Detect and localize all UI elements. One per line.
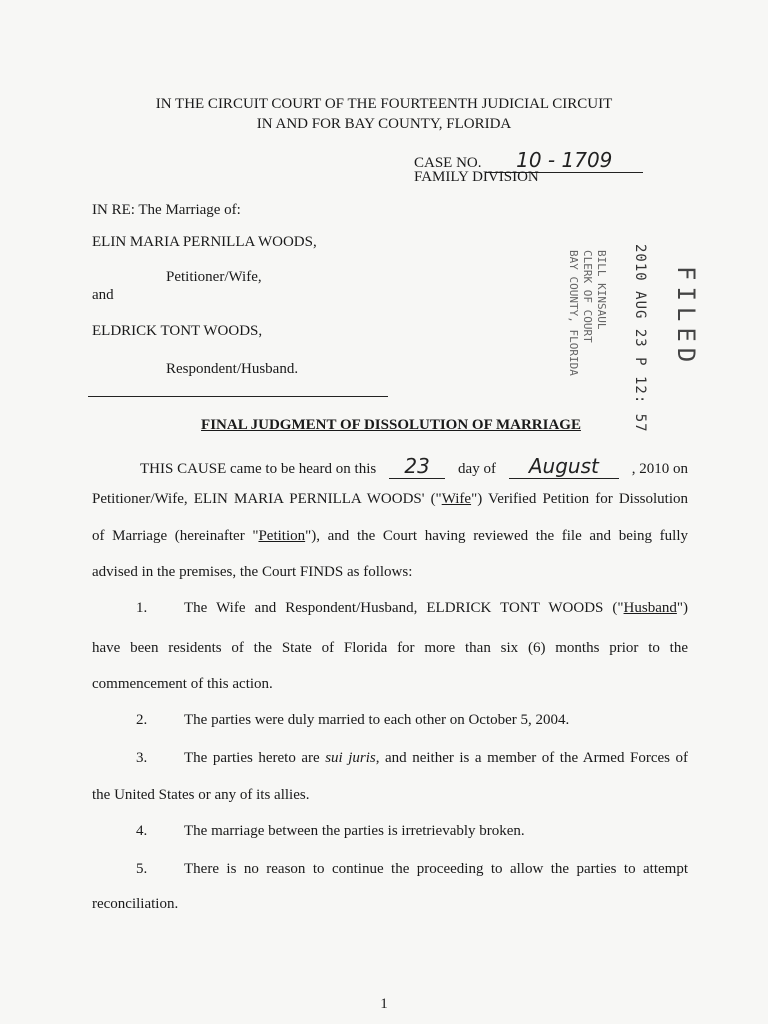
in-re-line: IN RE: The Marriage of: <box>92 202 241 218</box>
finding-1-text-b: ") <box>676 600 688 616</box>
petitioner-name: ELIN MARIA PERNILLA WOODS, <box>92 234 317 250</box>
case-number-label: CASE NO. <box>414 155 482 171</box>
intro-line2-text-a: Petitioner/Wife, ELIN MARIA PERNILLA WOODS' (" <box>92 491 442 507</box>
finding-3-text-b: , and neither is a member of the Armed Forces of <box>375 750 689 766</box>
clerk-stamp-line3: BAY COUNTY, FLORIDA <box>567 250 580 376</box>
intro-line1 <box>140 454 688 479</box>
and-word: and <box>92 287 114 303</box>
finding-4-number: 4. <box>136 823 148 839</box>
finding-4-text: The marriage between the parties is irretrievably broken. <box>184 823 525 839</box>
finding-2-text: The parties were duly married to each other on October 5, 2004. <box>184 712 570 728</box>
finding-1-text-a: The Wife and Respondent/Husband, ELDRICK TONT WOODS (" <box>184 600 624 616</box>
clerk-stamp-line1: BILL KINSAUL <box>595 250 608 330</box>
wife-defined-term: Wife <box>441 491 472 507</box>
intro-text-part2: day of <box>458 461 496 477</box>
finding-1-line3: commencement of this action. <box>92 676 273 692</box>
finding-3-line1 <box>184 750 688 767</box>
caption-divider <box>88 396 388 397</box>
intro-line2-text-b: ") Verified Petition for Dissolution <box>471 491 688 507</box>
division-label: FAMILY DIVISION <box>414 169 539 185</box>
intro-line3-text-b: "), and the Court having reviewed the file and being fully <box>305 528 688 544</box>
finding-3-line2: the United States or any of its allies. <box>92 787 310 803</box>
finding-3-text-a: The parties hereto are <box>184 750 326 766</box>
finding-1-line2: have been residents of the State of Florida for more than six (6) months prior to the <box>92 640 688 656</box>
respondent-name: ELDRICK TONT WOODS, <box>92 323 263 339</box>
filed-date-stamp: 2010 AUG 23 P 12: 57 <box>632 244 648 433</box>
finding-1-number: 1. <box>136 600 148 616</box>
intro-line3-text-a: of Marriage (hereinafter " <box>92 528 259 544</box>
petitioner-role: Petitioner/Wife, <box>166 269 262 285</box>
case-number-value: 10 - 1709 <box>485 148 643 173</box>
petition-defined-term: Petition <box>258 528 306 544</box>
intro-text-part1: THIS CAUSE came to be heard on this <box>140 461 377 477</box>
finding-5-number: 5. <box>136 861 148 877</box>
respondent-role: Respondent/Husband. <box>166 361 299 377</box>
filed-stamp: FILED <box>672 266 700 369</box>
court-heading-line1: IN THE CIRCUIT COURT OF THE FOURTEENTH JUDICIAL CIRCUIT <box>155 96 613 112</box>
clerk-stamp-line2: CLERK OF COURT <box>581 250 594 343</box>
finding-5-line2: reconciliation. <box>92 896 179 912</box>
judgment-title: FINAL JUDGMENT OF DISSOLUTION OF MARRIAGE <box>201 417 581 433</box>
sui-juris-term: sui juris <box>325 750 376 766</box>
intro-line4: advised in the premises, the Court FINDS as follows: <box>92 564 413 580</box>
intro-line2 <box>92 491 688 508</box>
hearing-month: August <box>509 454 619 479</box>
court-heading-line2: IN AND FOR BAY COUNTY, FLORIDA <box>256 116 512 132</box>
finding-1-line1 <box>184 600 688 617</box>
finding-3-number: 3. <box>136 750 148 766</box>
hearing-day: 23 <box>389 454 445 479</box>
finding-2-number: 2. <box>136 712 148 728</box>
intro-line3 <box>92 528 688 545</box>
page-number: 1 <box>380 996 388 1012</box>
husband-defined-term: Husband <box>623 600 677 616</box>
finding-5-line1: There is no reason to continue the proceeding to allow the parties to attempt <box>184 861 688 877</box>
intro-text-part3: , 2010 on <box>631 461 688 477</box>
